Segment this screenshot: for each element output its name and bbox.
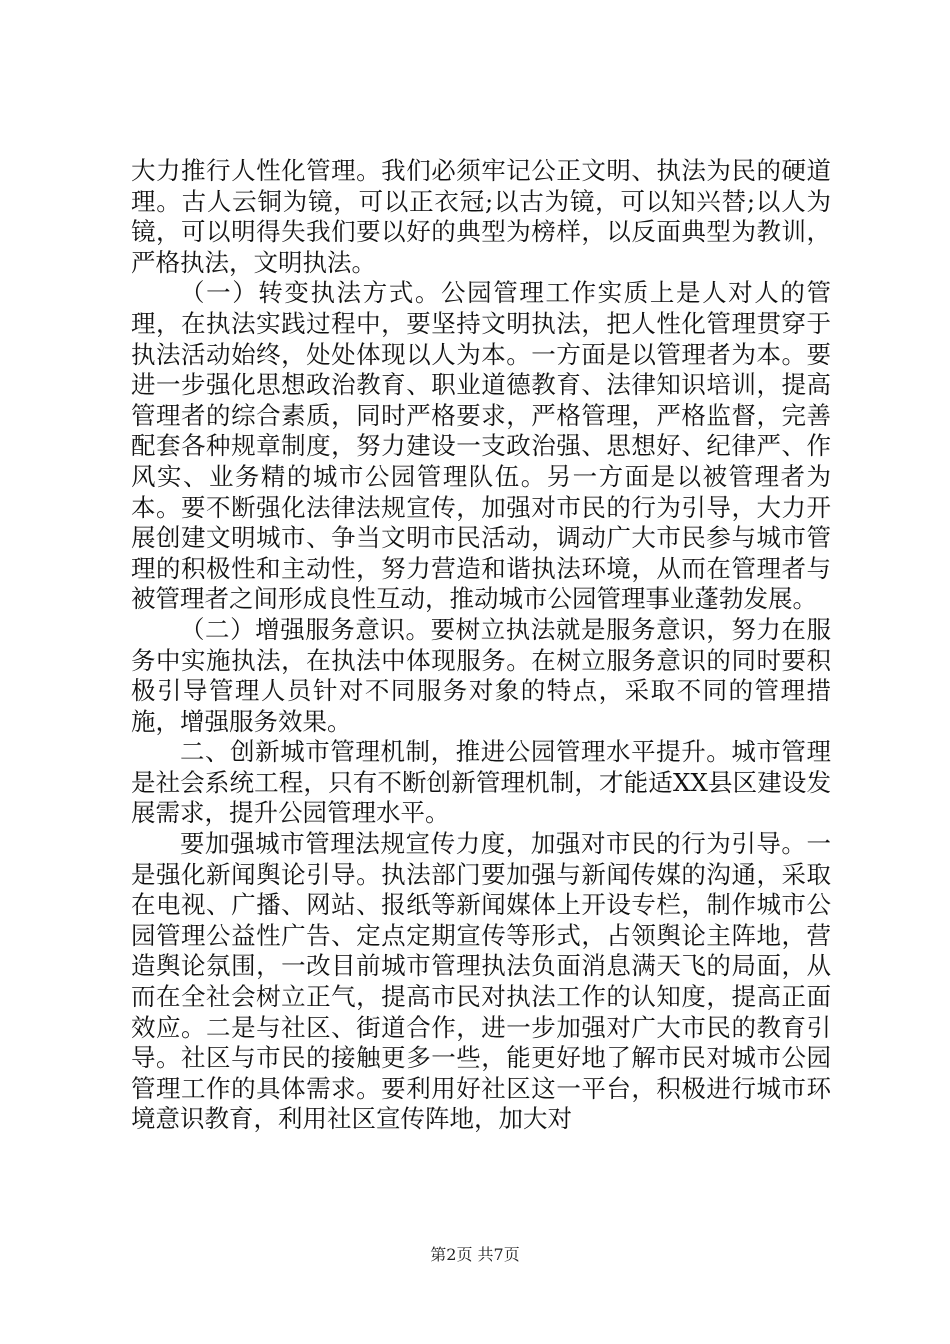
document-body — [131, 156, 831, 1135]
paragraph-5: 要加强城市管理法规宣传力度，加强对市民的行为引导。一是强化新闻舆论引导。执法部门要加强与新闻传媒的沟通，采取在电视、广播、网站、报纸等新闻媒体上开设专栏，制作城市公园管理公益性广告、定点定期宣传等形式，占领舆论主阵地，营造舆论氛围，一改目前城市管理执法负面消息满天飞的局面，从而在全社会树立正气，提高市民对执法工作的认知度，提高正面效应。二是与社区、街道合作，进一步加强对广大市民的教育引导。社区与市民的接触更多一些，能更好地了解市民对城市公园管理工作的具体需求。要利用好社区这一平台，积极进行城市环境意识教育，利用社区宣传阵地，加大对 — [131, 829, 831, 1134]
paragraph-2: （一）转变执法方式。公园管理工作实质上是人对人的管理，在执法实践过程中，要坚持文明执法，把人性化管理贯穿于执法活动始终，处处体现以人为本。一方面是以管理者为本。要进一步强化思想政治教育、职业道德教育、法律知识培训，提高管理者的综合素质，同时严格要求，严格管理，严格监督，完善配套各种规章制度，努力建设一支政治强、思想好、纪律严、作风实、业务精的城市公园管理队伍。另一方面是以被管理者为本。要不断强化法律法规宣传，加强对市民的行为引导，大力开展创建文明城市、争当文明市民活动，调动广大市民参与城市管理的积极性和主动性，努力营造和谐执法环境，从而在管理者与被管理者之间形成良性互动，推动城市公园管理事业蓬勃发展。 — [131, 278, 831, 614]
paragraph-4: 二、创新城市管理机制，推进公园管理水平提升。城市管理是社会系统工程，只有不断创新管理机制，才能适XX县区建设发展需求，提升公园管理水平。 — [131, 737, 831, 828]
page-number-footer: 第2页 共7页 — [430, 1245, 520, 1264]
paragraph-1: 大力推行人性化管理。我们必须牢记公正文明、执法为民的硬道理。古人云铜为镜，可以正衣冠;以古为镜，可以知兴替;以人为镜，可以明得失我们要以好的典型为榜样，以反面典型为教训，严格执法，文明执法。 — [131, 156, 831, 277]
paragraph-3: （二）增强服务意识。要树立执法就是服务意识，努力在服务中实施执法，在执法中体现服务。在树立服务意识的同时要积极引导管理人员针对不同服务对象的特点，采取不同的管理措施，增强服务效果。 — [131, 614, 831, 736]
